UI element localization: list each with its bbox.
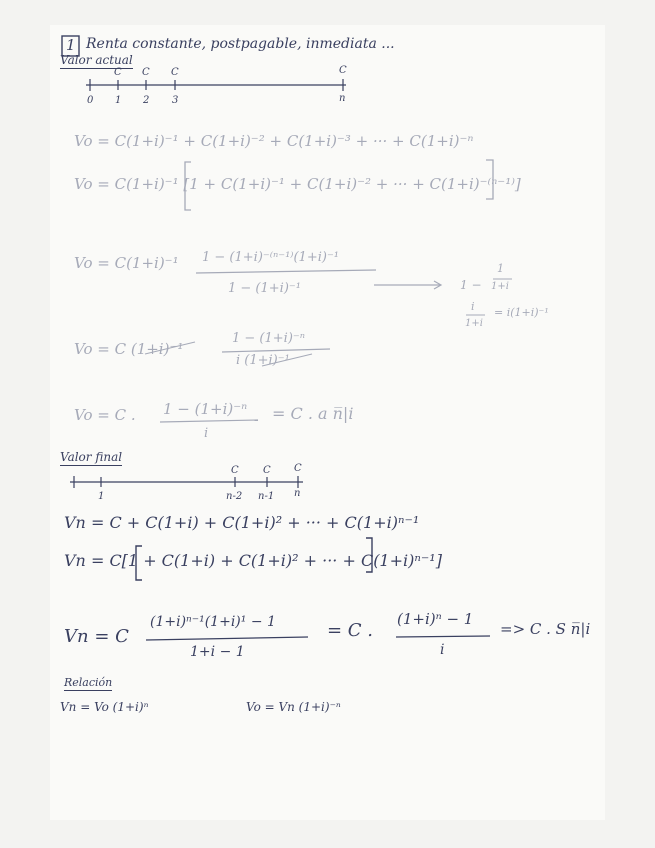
equation-vo-3-denominator: 1 − (1+i)⁻¹ [228, 281, 301, 296]
side-note-2-numerator: i [471, 300, 475, 313]
equation-vo-5-denominator: i [204, 426, 209, 441]
equation-vo-2: Vo = C(1+i)⁻¹ [1 + C(1+i)⁻¹ + C(1+i)⁻² + ··· + C(1+i)⁻⁽ⁿ⁻¹⁾] [74, 175, 521, 193]
equation-vn-3-denominator-2: i [440, 642, 445, 658]
relation-left: Vn = Vo (1+i)ⁿ [60, 700, 149, 714]
fraction-bar [396, 636, 490, 637]
timeline-t-label: 3 [172, 95, 179, 106]
side-note-1: 1 − [460, 278, 482, 292]
timeline-t-label: n-2 [226, 491, 243, 502]
timeline-t-label: 1 [98, 491, 105, 502]
equation-vo-5-numerator: 1 − (1+i)⁻ⁿ [163, 400, 248, 418]
timeline-c-label: C [231, 465, 239, 476]
timeline-c-label: C [114, 67, 122, 78]
section-label-relacion: Relación [64, 676, 113, 689]
heading-number: 1 [66, 36, 76, 54]
side-note-1-numerator: 1 [497, 262, 504, 275]
equation-vo-1: Vo = C(1+i)⁻¹ + C(1+i)⁻² + C(1+i)⁻³ + ··· + C(1+i)⁻ⁿ [74, 132, 474, 150]
section-label-valor-actual: Valor actual [60, 53, 133, 67]
equation-vo-4-lhs: Vo = C (1+i)⁻¹ [74, 340, 184, 358]
equation-vo-3-lhs: Vo = C(1+i)⁻¹ [74, 254, 179, 272]
timeline-t-label: n [294, 488, 301, 499]
equation-vn-3-rhs: => C . S n̅|i [500, 620, 591, 638]
fraction-bar [160, 420, 258, 422]
fraction-bar [146, 637, 308, 640]
timeline-t-label: n [339, 93, 346, 104]
equation-vo-4-numerator: 1 − (1+i)⁻ⁿ [232, 331, 306, 346]
section-label-valor-final: Valor final [60, 450, 123, 464]
equation-vn-3-middle: = C . [327, 620, 374, 641]
equation-vn-2: Vn = C[1 + C(1+i) + C(1+i)² + ··· + C(1+i)ⁿ⁻¹] [64, 551, 442, 570]
equation-vo-5-rhs: = C . a n̅|i [272, 404, 354, 423]
timeline-c-label: C [294, 463, 302, 474]
fraction-bar [222, 349, 330, 352]
equation-vn-3-numerator-2: (1+i)ⁿ − 1 [397, 610, 474, 628]
equation-vn-3-lhs: Vn = C [64, 626, 129, 647]
timeline-t-label: 2 [143, 95, 150, 106]
fraction-bar [196, 270, 376, 273]
timeline-t-label: 1 [115, 95, 122, 106]
equation-vo-5-lhs: Vo = C . [74, 406, 136, 424]
side-note-1-denominator: 1+i [491, 281, 509, 292]
side-note-2-rhs: = i(1+i)⁻¹ [494, 306, 549, 319]
side-note-2-denominator: 1+i [465, 318, 483, 329]
timeline-t-label: n-1 [258, 491, 275, 502]
equation-vo-4-denominator: i (1+i)⁻¹ [236, 353, 290, 368]
timeline-c-label: C [171, 67, 179, 78]
timeline-t-label: 0 [87, 95, 94, 106]
equation-vo-3-numerator: 1 − (1+i)⁻⁽ⁿ⁻¹⁾(1+i)⁻¹ [202, 250, 340, 265]
timeline-c-label: C [339, 65, 347, 76]
equation-vn-1: Vn = C + C(1+i) + C(1+i)² + ··· + C(1+i)ⁿ⁻¹ [64, 513, 420, 532]
timeline-c-label: C [142, 67, 150, 78]
relation-right: Vo = Vn (1+i)⁻ⁿ [246, 700, 341, 714]
equation-vn-3-denominator: 1+i − 1 [190, 644, 245, 660]
timeline-c-label: C [263, 465, 271, 476]
heading-title: Renta constante, postpagable, inmediata ... [86, 36, 395, 52]
equation-vn-3-numerator: (1+i)ⁿ⁻¹(1+i)¹ − 1 [150, 614, 276, 630]
